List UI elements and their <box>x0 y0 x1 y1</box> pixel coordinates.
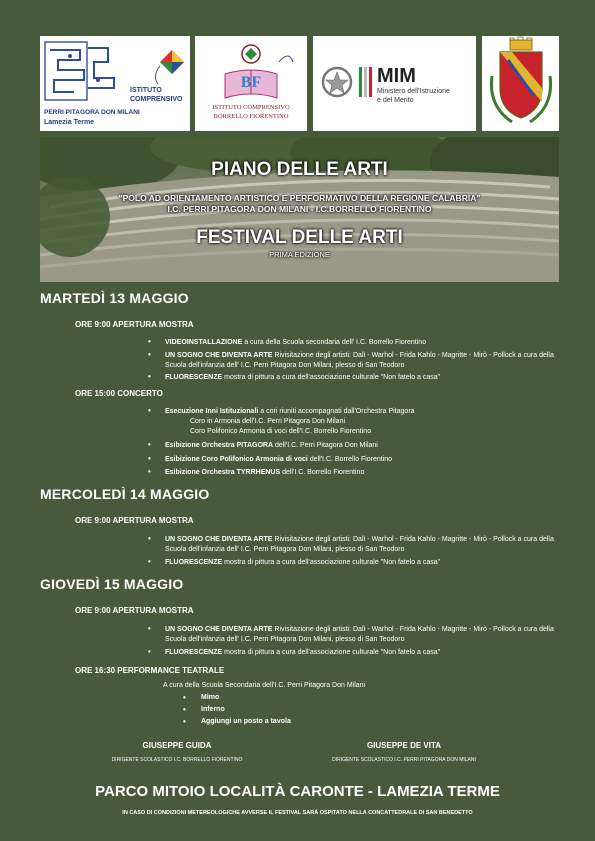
logo-coat-of-arms <box>482 36 559 131</box>
bullet-icon: • <box>148 406 151 415</box>
bullet-icon: • <box>148 624 151 633</box>
day2-slot-mostra: ORE 9:00 APERTURA MOSTRA <box>75 516 194 525</box>
signature-right-role: DIRIGENTE SCOLASTICO I.C. PERRI PITAGORA DON MILANI <box>332 757 476 763</box>
day1-item-orchestra-pitagora: Esibizione Orchestra PITAGORA dell'I.C. Perri Pitagora Don Milani <box>165 442 378 449</box>
bullet-icon: • <box>148 557 151 566</box>
bullet-icon: • <box>148 647 151 656</box>
day3-slot-performance: ORE 16:30 PERFORMANCE TEATRALE <box>75 666 225 675</box>
perri-logo-graphic <box>40 36 190 131</box>
hero-subtitle-1: "POLO AD ORIENTAMENTO ARTISTICO E PERFORMATIVO DELLA REGIONE CALABRIA" <box>118 193 481 203</box>
signature-right-name: GIUSEPPE DE VITA <box>366 741 442 750</box>
bullet-icon: • <box>183 693 186 702</box>
day2-item-fluorescenze: FLUORESCENZE mostra di pittura a cura dell'associazione culturale "Non fatelo a casa" <box>165 559 441 566</box>
day1-item-orchestra-tyrrhenus: Esibizione Orchestra TYRRHENUS dell'I.C. Borrello Fiorentino <box>165 469 365 476</box>
day1-item-inni: Esecuzione Inni Istituzionali a cori riuniti accompagnati dall'Orchestra Pitagora <box>165 408 415 415</box>
bullet-icon: • <box>148 440 151 449</box>
day1-item-inni-sub-2: Coro Polifonico Armonia di voci dell'I.C. Borrello Fiorentino <box>190 428 372 435</box>
day-heading-thursday: GIOVEDÌ 15 MAGGIO <box>40 576 184 592</box>
day1-item-sogno: UN SOGNO CHE DIVENTA ARTE Rivisitazione degli artisti: Dalì - Warhol - Frida Kahlo - Magritte - Mirò - Pollock a cura della Scuola dell'infanzia dell' I.C. Perri Pitagora Don Milani, plesso di San Teodoro <box>165 352 554 369</box>
day1-item-coro-polifonico: Esibizione Coro Polifonico Armonia di voci dell'I.C. Borrello Fiorentino <box>165 456 393 463</box>
signature-left-name: GIUSEPPE GUIDA <box>142 741 212 750</box>
coat-of-arms-graphic <box>482 36 559 131</box>
footer-notice: IN CASO DI CONDIZIONI METEREOLOGICHE AVVERSE IL FESTIVAL SARÀ OSPITATO NELLA CONCATTEDRALE DI SAN BENEDETTO <box>122 810 473 816</box>
day3-item-sogno: UN SOGNO CHE DIVENTA ARTE Rivisitazione degli artisti: Dalì - Warhol - Frida Kahlo - Magritte - Mirò - Pollock a cura della Scuola dell'infanzia dell' I.C. Perri Pitagora Don Milani, plesso di San Teodoro <box>165 626 554 643</box>
perri-logo-line1: ISTITUTO <box>130 87 162 94</box>
bullet-icon: • <box>148 454 151 463</box>
borrello-logo-line2: BORRELLO FIORENTINO <box>213 113 289 120</box>
day3-item-fluorescenze: FLUORESCENZE mostra di pittura a cura dell'associazione culturale "Non fatelo a casa" <box>165 649 441 656</box>
day3-slot-mostra: ORE 9:00 APERTURA MOSTRA <box>75 606 194 615</box>
bullet-icon: • <box>148 337 151 346</box>
festival-title: FESTIVAL DELLE ARTI <box>196 227 403 248</box>
footer-location: PARCO MITOIO LOCALITÀ CARONTE - LAMEZIA TERME <box>95 783 500 800</box>
bullet-icon: • <box>148 467 151 476</box>
day1-slot-mostra: ORE 9:00 APERTURA MOSTRA <box>75 320 194 329</box>
mim-logo-title: MIM <box>377 65 416 87</box>
mim-logo-line2: e del Merito <box>377 97 414 104</box>
bullet-icon: • <box>148 350 151 359</box>
day3-performance-mimo: Mimo <box>201 694 220 701</box>
signature-left-role: DIRIGENTE SCOLASTICO I.C. BORRELLO FIORENTINO <box>111 757 243 763</box>
day3-performance-inferno: Inferno <box>201 706 225 713</box>
bullet-icon: • <box>148 372 151 381</box>
perri-logo-line3: PERRI PITAGORA DON MILANI <box>44 109 140 116</box>
edition-label: PRIMA EDIZIONE <box>269 250 330 259</box>
borrello-logo-badge: BF <box>240 74 262 91</box>
day1-item-videoinstallazione: VIDEOINSTALLAZIONE a cura della Scuola secondaria dell' I.C. Borrello Fiorentino <box>165 339 427 346</box>
hero-subtitle-2: I.C. PERRI PITAGORA DON MILANI - I.C.BORRELLO FIORENTINO <box>167 204 432 214</box>
bullet-icon: • <box>183 717 186 726</box>
day3-performance-aggiungi: Aggiungi un posto a tavola <box>201 718 291 725</box>
bullet-icon: • <box>148 534 151 543</box>
day3-performance-intro: A cura della Scuola Secondaria dell'I.C. Perri Pitagora Don Milani <box>163 682 366 689</box>
bullet-icon: • <box>183 705 186 714</box>
day2-item-sogno: UN SOGNO CHE DIVENTA ARTE Rivisitazione degli artisti: Dalì - Warhol - Frida Kahlo - Magritte - Mirò - Pollock a cura della Scuola dell'infanzia dell' I.C. Perri Pitagora Don Milani, plesso di San Teodoro <box>165 536 554 553</box>
hero-banner <box>40 137 559 282</box>
mim-logo-line1: Ministero dell'Istruzione <box>377 88 450 95</box>
perri-logo-line4: Lamezia Terme <box>44 119 95 126</box>
borrello-logo-line1: ISTITUTO COMPRENSIVO <box>212 104 290 111</box>
logo-borrello-fiorentino <box>195 36 307 131</box>
logo-mim <box>313 36 476 131</box>
day-heading-wednesday: MERCOLEDÌ 14 MAGGIO <box>40 486 210 502</box>
day1-item-inni-sub-1: Coro in Armonia dell'I.C. Perri Pitagora Don Milani <box>190 418 346 425</box>
hero-title: PIANO DELLE ARTI <box>211 159 388 180</box>
perri-logo-line2: COMPRENSIVO <box>130 96 183 103</box>
day1-item-fluorescenze: FLUORESCENZE mostra di pittura a cura dell'associazione culturale "Non fatelo a casa" <box>165 374 441 381</box>
day-heading-tuesday: MARTEDÌ 13 MAGGIO <box>40 290 189 306</box>
day1-slot-concerto: ORE 15:00 CONCERTO <box>75 389 163 398</box>
logo-perri-pitagora <box>40 36 190 131</box>
